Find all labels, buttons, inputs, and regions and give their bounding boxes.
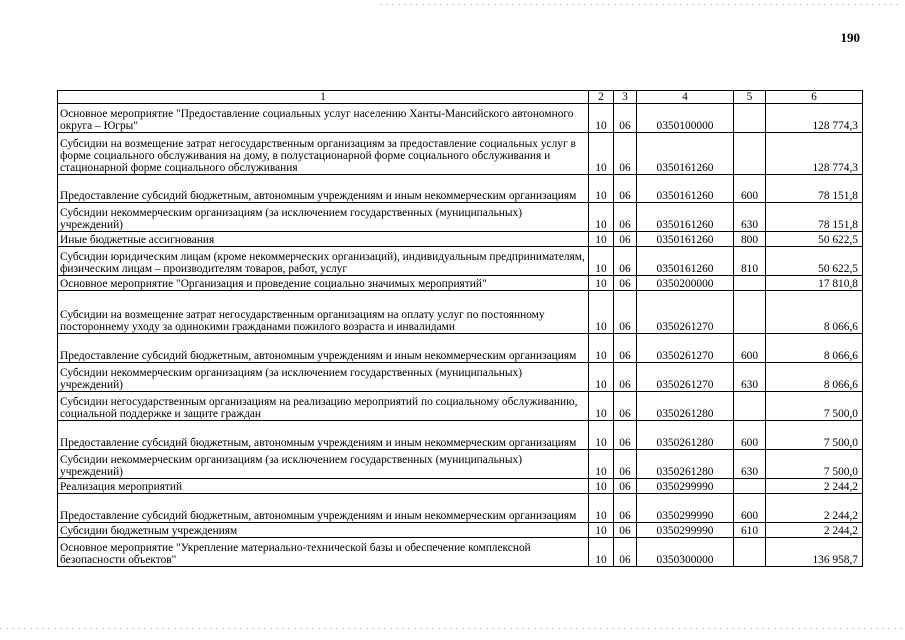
table-row — [58, 450, 863, 479]
scan-noise-top — [380, 4, 900, 5]
table-row — [58, 363, 863, 392]
header-col-4: 4 — [637, 91, 734, 104]
row-target-article-cell: 0350261270 — [637, 291, 734, 334]
row-section-cell: 10 — [589, 247, 614, 276]
table-row — [58, 523, 863, 538]
row-name-cell: Субсидии некоммерческим организациям (за исключением государственных (муниципальных) учреждений) — [58, 450, 589, 479]
row-target-article-cell: 0350161260 — [637, 203, 734, 232]
row-section-cell: 10 — [589, 104, 614, 133]
row-name-cell: Основное мероприятие "Предоставление социальных услуг населению Ханты-Мансийского автономного округа – Югры" — [58, 104, 589, 133]
row-section-cell: 10 — [589, 203, 614, 232]
row-target-article-cell: 0350200000 — [637, 276, 734, 291]
row-expense-type-cell — [734, 276, 766, 291]
row-section-cell: 10 — [589, 392, 614, 421]
table-header-row — [58, 91, 863, 104]
row-name-cell: Субсидии некоммерческим организациям (за исключением государственных (муниципальных) учреждений) — [58, 363, 589, 392]
row-name-cell: Субсидии бюджетным учреждениям — [58, 523, 589, 538]
row-name-cell: Предоставление субсидий бюджетным, автономным учреждениям и иным некоммерческим организациям — [58, 175, 589, 203]
row-amount-cell: 8 066,6 — [766, 363, 863, 392]
row-section-cell: 10 — [589, 421, 614, 450]
row-amount-cell: 136 958,7 — [766, 538, 863, 567]
row-section-cell: 10 — [589, 291, 614, 334]
row-amount-cell: 128 774,3 — [766, 133, 863, 175]
row-name-cell: Основное мероприятие "Укрепление материально-технической базы и обеспечение комплексной безопасности объектов" — [58, 538, 589, 567]
row-subsection-cell: 06 — [614, 494, 637, 523]
table-row — [58, 538, 863, 567]
row-expense-type-cell: 600 — [734, 175, 766, 203]
header-col-1: 1 — [58, 91, 589, 104]
row-expense-type-cell — [734, 479, 766, 494]
row-subsection-cell: 06 — [614, 523, 637, 538]
row-subsection-cell: 06 — [614, 175, 637, 203]
row-section-cell: 10 — [589, 232, 614, 247]
table-row — [58, 203, 863, 232]
row-section-cell: 10 — [589, 175, 614, 203]
row-amount-cell: 17 810,8 — [766, 276, 863, 291]
row-name-cell: Предоставление субсидий бюджетным, автономным учреждениям и иным некоммерческим организациям — [58, 494, 589, 523]
row-expense-type-cell — [734, 538, 766, 567]
row-expense-type-cell — [734, 392, 766, 421]
row-amount-cell: 2 244,2 — [766, 494, 863, 523]
row-target-article-cell: 0350261270 — [637, 363, 734, 392]
row-target-article-cell: 0350261280 — [637, 450, 734, 479]
table-row — [58, 494, 863, 523]
row-amount-cell: 7 500,0 — [766, 450, 863, 479]
row-target-article-cell: 0350161260 — [637, 232, 734, 247]
row-target-article-cell: 0350300000 — [637, 538, 734, 567]
header-col-2: 2 — [589, 91, 614, 104]
row-target-article-cell: 0350100000 — [637, 104, 734, 133]
row-target-article-cell: 0350299990 — [637, 494, 734, 523]
table-row — [58, 421, 863, 450]
row-amount-cell: 7 500,0 — [766, 421, 863, 450]
header-col-3: 3 — [614, 91, 637, 104]
row-section-cell: 10 — [589, 363, 614, 392]
table-row — [58, 334, 863, 363]
row-expense-type-cell: 630 — [734, 203, 766, 232]
row-name-cell: Предоставление субсидий бюджетным, автономным учреждениям и иным некоммерческим организациям — [58, 421, 589, 450]
row-expense-type-cell — [734, 291, 766, 334]
row-amount-cell: 50 622,5 — [766, 247, 863, 276]
page-number: 190 — [840, 30, 860, 45]
row-expense-type-cell: 630 — [734, 450, 766, 479]
row-amount-cell: 7 500,0 — [766, 392, 863, 421]
row-expense-type-cell — [734, 133, 766, 175]
row-expense-type-cell: 810 — [734, 247, 766, 276]
row-expense-type-cell: 630 — [734, 363, 766, 392]
table-row — [58, 276, 863, 291]
row-expense-type-cell: 600 — [734, 421, 766, 450]
row-target-article-cell: 0350261280 — [637, 421, 734, 450]
table-row — [58, 392, 863, 421]
row-subsection-cell: 06 — [614, 421, 637, 450]
row-amount-cell: 78 151,8 — [766, 203, 863, 232]
row-section-cell: 10 — [589, 538, 614, 567]
row-target-article-cell: 0350161260 — [637, 133, 734, 175]
row-expense-type-cell: 800 — [734, 232, 766, 247]
row-name-cell: Основное мероприятие "Организация и проведение социально значимых мероприятий" — [58, 276, 589, 291]
row-name-cell: Субсидии некоммерческим организациям (за исключением государственных (муниципальных) учреждений) — [58, 203, 589, 232]
row-subsection-cell: 06 — [614, 479, 637, 494]
row-target-article-cell: 0350161260 — [637, 247, 734, 276]
table-row — [58, 479, 863, 494]
row-name-cell: Предоставление субсидий бюджетным, автономным учреждениям и иным некоммерческим организациям — [58, 334, 589, 363]
table-row — [58, 133, 863, 175]
header-col-5: 5 — [734, 91, 766, 104]
row-subsection-cell: 06 — [614, 450, 637, 479]
row-subsection-cell: 06 — [614, 247, 637, 276]
row-subsection-cell: 06 — [614, 276, 637, 291]
row-target-article-cell: 0350261270 — [637, 334, 734, 363]
row-subsection-cell: 06 — [614, 133, 637, 175]
row-amount-cell: 2 244,2 — [766, 479, 863, 494]
row-subsection-cell: 06 — [614, 538, 637, 567]
table-row — [58, 232, 863, 247]
row-name-cell: Субсидии на возмещение затрат негосударственным организациям на оплату услуг по постоянному постороннему уходу за одинокими гражданами пожилого возраста и инвалидами — [58, 291, 589, 334]
budget-table — [57, 90, 863, 567]
row-expense-type-cell — [734, 104, 766, 133]
row-subsection-cell: 06 — [614, 291, 637, 334]
row-subsection-cell: 06 — [614, 334, 637, 363]
row-subsection-cell: 06 — [614, 363, 637, 392]
row-name-cell: Иные бюджетные ассигнования — [58, 232, 589, 247]
header-col-6: 6 — [766, 91, 863, 104]
row-name-cell: Субсидии на возмещение затрат негосударственным организациям за предоставление социальных услуг в форме социального обслуживания на дому, в полустационарной форме социального обслуживания и стационарной форме социального обслуживания — [58, 133, 589, 175]
table-row — [58, 291, 863, 334]
row-subsection-cell: 06 — [614, 203, 637, 232]
row-subsection-cell: 06 — [614, 104, 637, 133]
row-amount-cell: 78 151,8 — [766, 175, 863, 203]
row-section-cell: 10 — [589, 276, 614, 291]
row-target-article-cell: 0350161260 — [637, 175, 734, 203]
row-subsection-cell: 06 — [614, 232, 637, 247]
row-section-cell: 10 — [589, 133, 614, 175]
row-section-cell: 10 — [589, 523, 614, 538]
row-name-cell: Субсидии негосударственным организациям на реализацию мероприятий по социальному обслуживанию, социальной поддержке и защите граждан — [58, 392, 589, 421]
row-amount-cell: 50 622,5 — [766, 232, 863, 247]
table-row — [58, 104, 863, 133]
row-amount-cell: 128 774,3 — [766, 104, 863, 133]
row-amount-cell: 8 066,6 — [766, 334, 863, 363]
row-name-cell: Субсидии юридическим лицам (кроме некоммерческих организаций), индивидуальным предпринимателям, физическим лицам – производителям товаров, работ, услуг — [58, 247, 589, 276]
row-amount-cell: 8 066,6 — [766, 291, 863, 334]
table-row — [58, 175, 863, 203]
row-target-article-cell: 0350261280 — [637, 392, 734, 421]
scan-noise-bottom — [0, 628, 905, 629]
row-expense-type-cell: 600 — [734, 334, 766, 363]
row-subsection-cell: 06 — [614, 392, 637, 421]
row-section-cell: 10 — [589, 334, 614, 363]
table-row — [58, 247, 863, 276]
row-expense-type-cell: 610 — [734, 523, 766, 538]
row-name-cell: Реализация мероприятий — [58, 479, 589, 494]
row-section-cell: 10 — [589, 479, 614, 494]
row-expense-type-cell: 600 — [734, 494, 766, 523]
row-section-cell: 10 — [589, 494, 614, 523]
row-section-cell: 10 — [589, 450, 614, 479]
row-target-article-cell: 0350299990 — [637, 479, 734, 494]
row-amount-cell: 2 244,2 — [766, 523, 863, 538]
row-target-article-cell: 0350299990 — [637, 523, 734, 538]
